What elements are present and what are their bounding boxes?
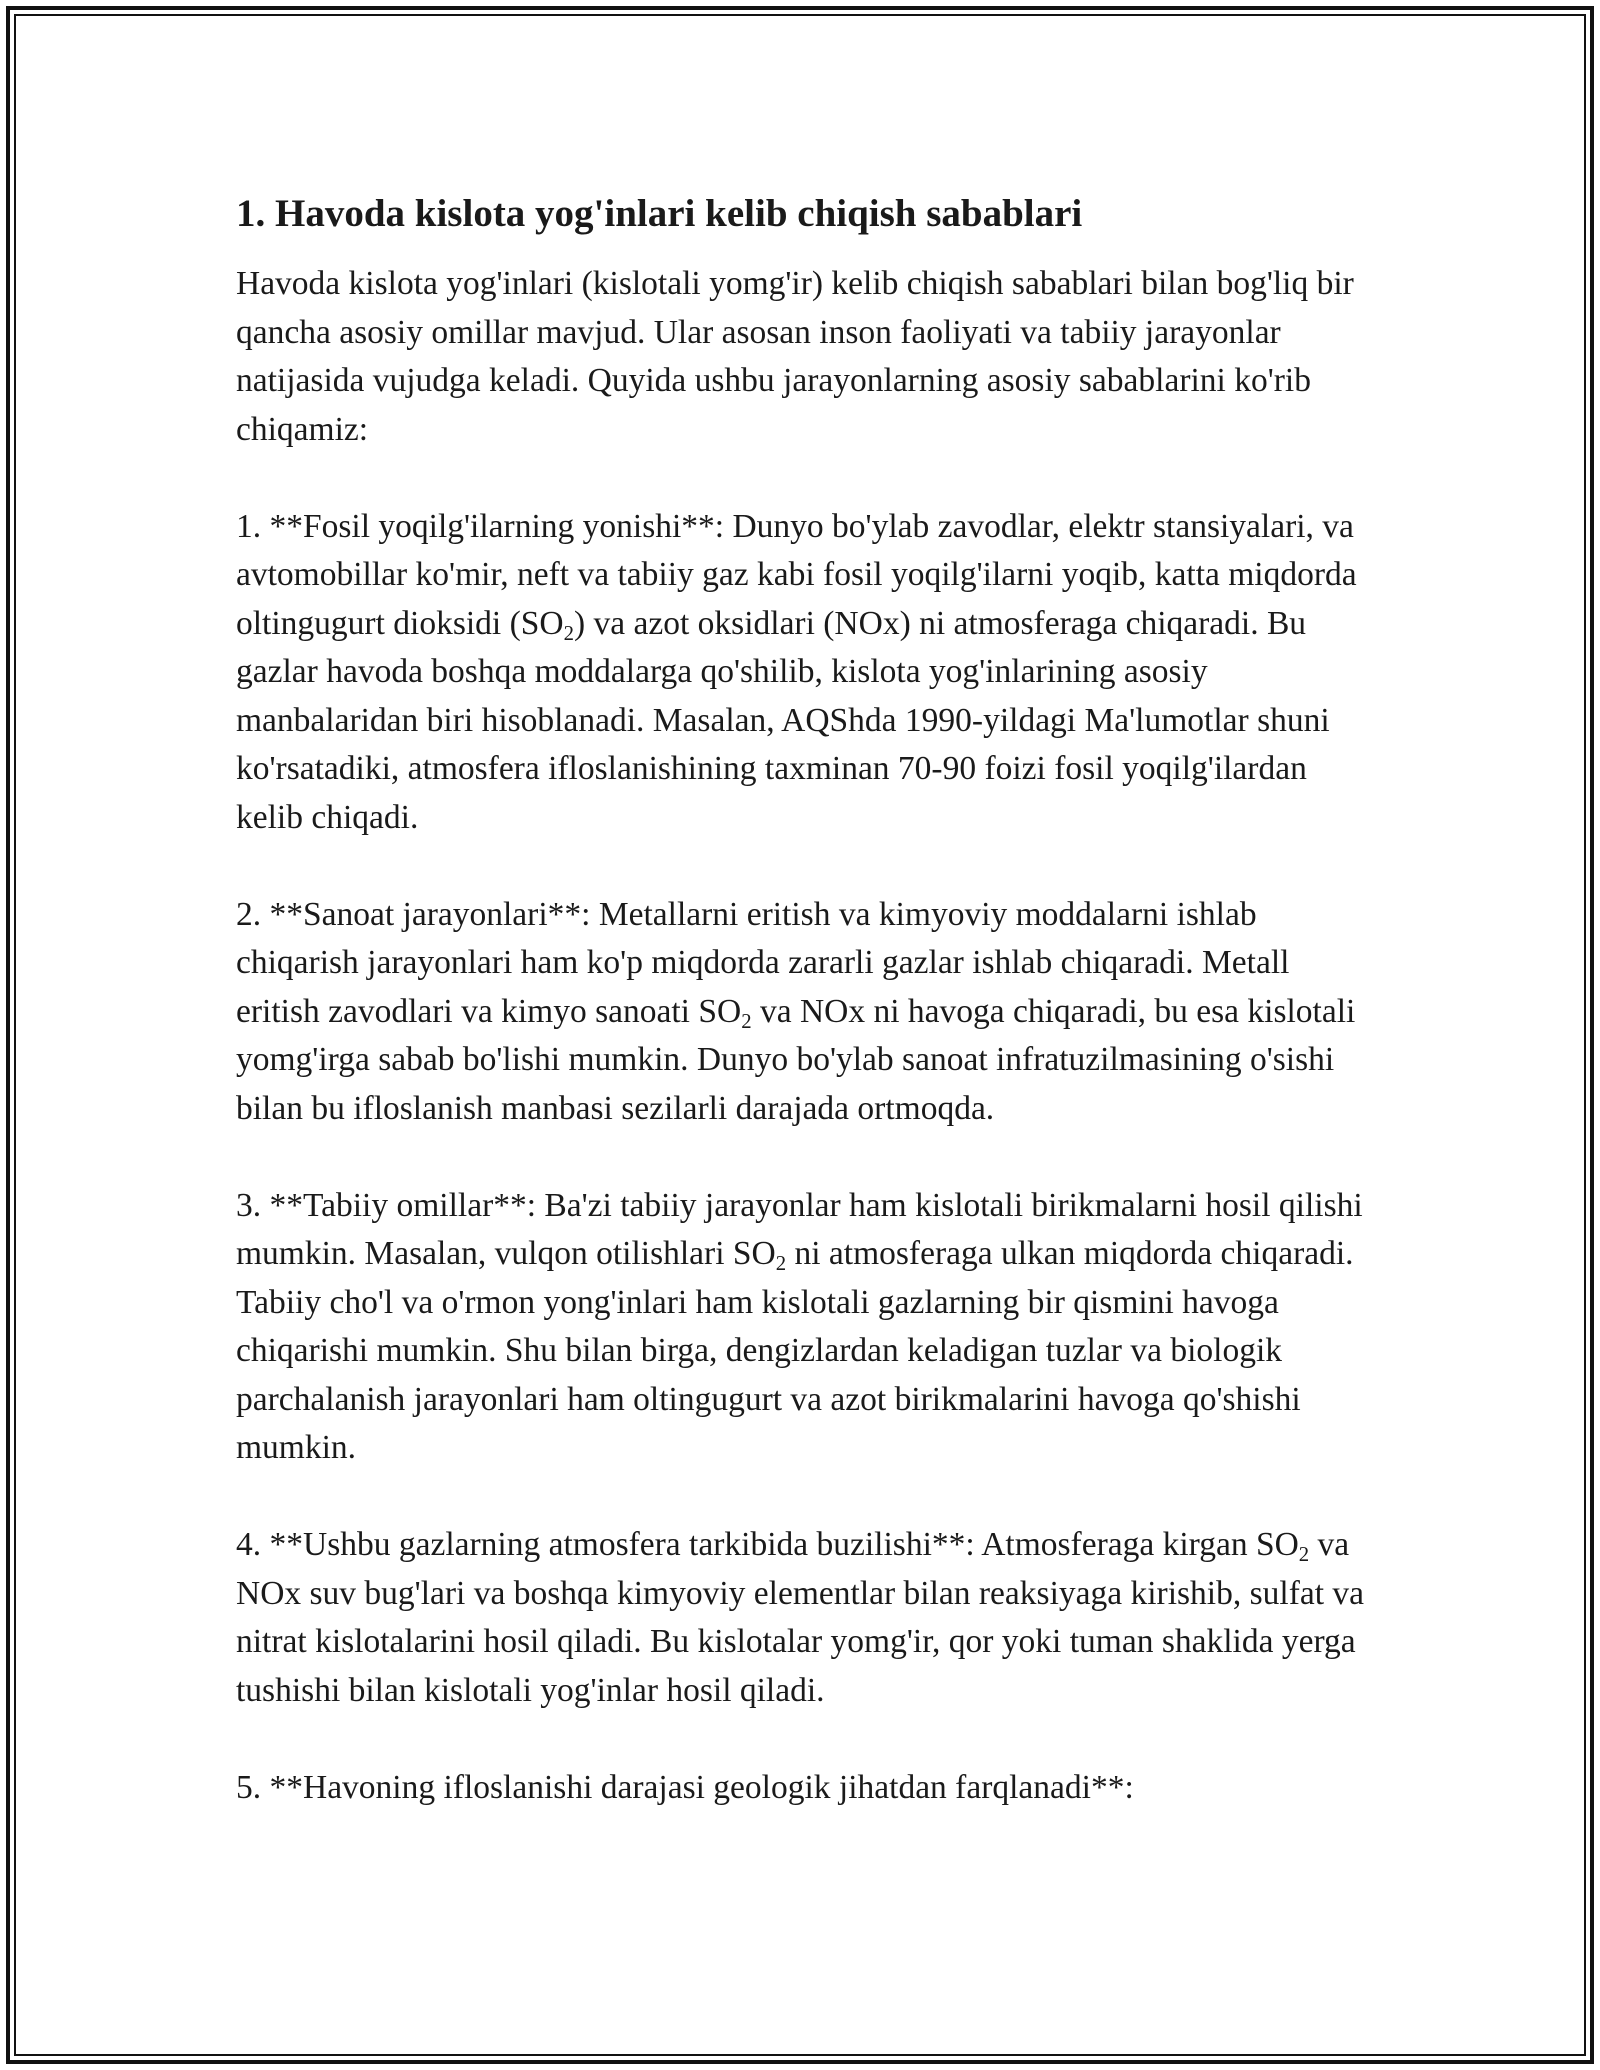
subscript: 2 [775, 1251, 787, 1275]
subscript: 2 [1298, 1542, 1310, 1566]
item-text-part1: 5. **Havoning ifloslanishi darajasi geologik jihatdan farqlanadi**: [236, 1768, 1134, 1806]
list-item-fossil-fuels [236, 503, 1376, 843]
subscript: 2 [741, 1009, 752, 1033]
list-item-atmospheric-reactions [236, 1521, 1376, 1715]
subscript: 2 [563, 621, 574, 645]
item-text-part1: 1. **Fosil yoqilg'ilarning yonishi**: Dunyo bo'ylab zavodlar, elektr stansiyalari, va avtomobillar ko'mir, neft va tabiiy gaz kabi fosil yoqilg'ilarni yoqib, katta miqdorda oltingugurt dioksidi (SO [236, 507, 1357, 642]
item-text-part2: ) va azot oksidlari (NOx) ni atmosferaga chiqaradi. Bu gazlar havoda boshqa moddalarga qo'shilib, kislota yog'inlarining asosiy manbalaridan biri hisoblanadi. Masalan, AQShda 1990-yildagi Ma'lumotlar shuni ko'rsatadiki, atmosfera ifloslanishining taxminan 70-90 foizi fosil yoqilg'ilardan kelib chiqadi. [236, 604, 1330, 836]
item-text-part2: va NOx ni havoga chiqaradi, bu esa kislotali yomg'irga sabab bo'lishi mumkin. Dunyo bo'ylab sanoat infratuzilmasining o'sishi bilan bu ifloslanish manbasi sezilarli darajada ortmoqda. [236, 992, 1356, 1127]
list-item-industrial-processes [236, 891, 1376, 1134]
item-text-part1: 2. **Sanoat jarayonlari**: Metallarni eritish va kimyoviy moddalarni ishlab chiqarish jarayonlari ham ko'p miqdorda zararli gazlar ishlab chiqaradi. Metall eritish zavodlari va kimyo sanoati SO [236, 895, 1290, 1030]
item-text-part1: 3. **Tabiiy omillar**: Ba'zi tabiiy jarayonlar ham kislotali birikmalarni hosil qilishi mumkin. Masalan, vulqon otilishlari SO [236, 1186, 1363, 1272]
list-item-geological-variation [236, 1764, 1376, 1813]
intro-paragraph: Havoda kislota yog'inlari (kislotali yomg'ir) kelib chiqish sabablari bilan bog'liq bir qancha asosiy omillar mavjud. Ular asosan inson faoliyati va tabiiy jarayonlar natijasida vujudga keladi. Quyida ushbu jarayonlarning asosiy sabablarini ko'rib chiqamiz: [236, 265, 1354, 448]
section-heading: 1. Havoda kislota yog'inlari kelib chiqish sabablari [236, 192, 1083, 235]
item-text-part2: ni atmosferaga ulkan miqdorda chiqaradi. Tabiiy cho'l va o'rmon yong'inlari ham kislotali gazlarning bir qismini havoga chiqarishi mumkin. Shu bilan birga, dengizlardan keladigan tuzlar va biologik parchalanish jarayonlari ham oltingugurt va azot birikmalarini havoga qo'shishi mumkin. [236, 1235, 1354, 1466]
item-text-part2: va NOx suv bug'lari va boshqa kimyoviy elementlar bilan reaksiyaga kirishib, sulfat va nitrat kislotalarini hosil qiladi. Bu kislotalar yomg'ir, qor yoki tuman shaklida yerga tushishi bilan kislotali yog'inlar hosil qiladi. [236, 1526, 1365, 1709]
item-text-part1: 4. **Ushbu gazlarning atmosfera tarkibida buzilishi**: Atmosferaga kirgan SO [236, 1526, 1299, 1563]
list-item-natural-factors [236, 1182, 1376, 1473]
document-body [236, 188, 1376, 1861]
